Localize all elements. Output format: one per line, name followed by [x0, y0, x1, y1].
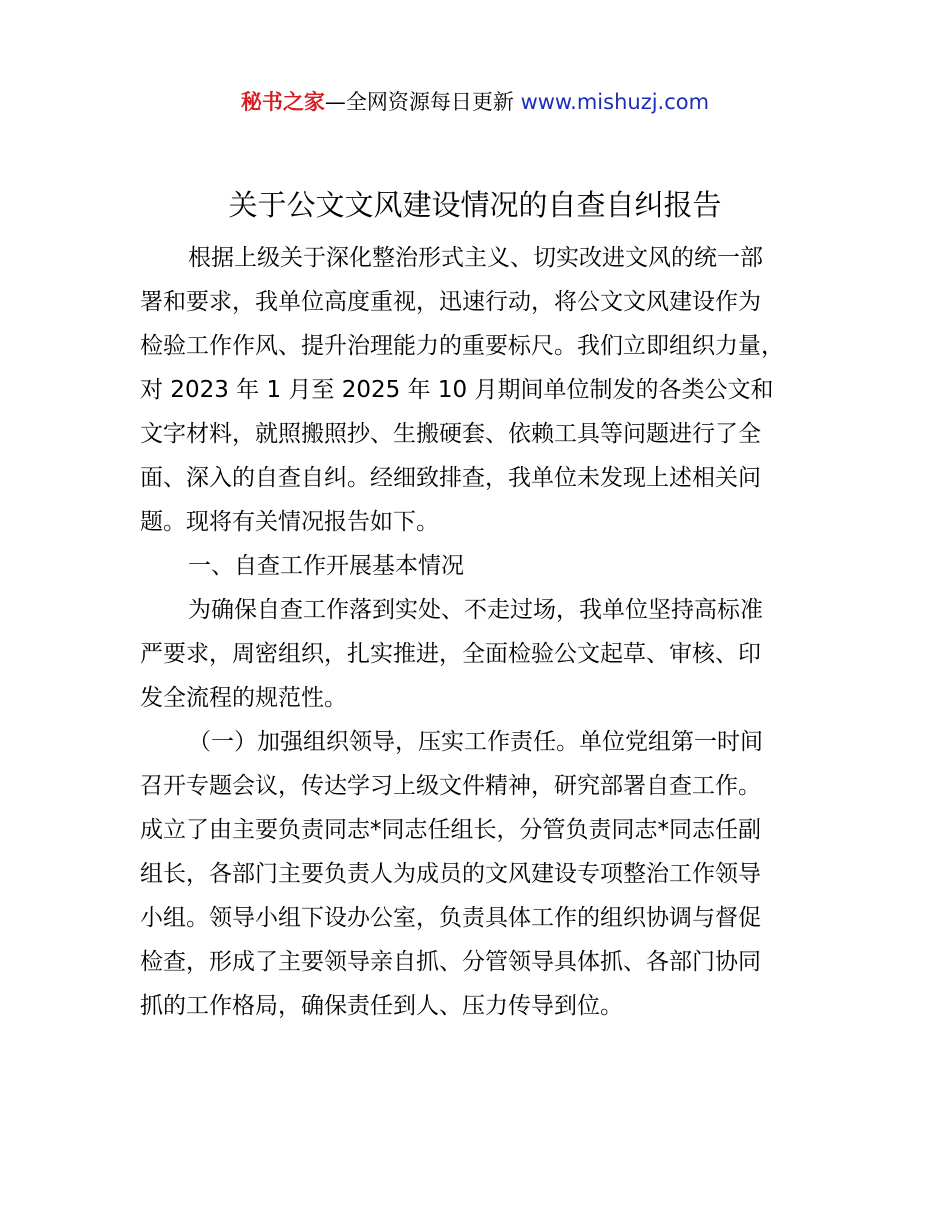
document-title: 关于公文文风建设情况的自查自纠报告 — [228, 188, 722, 222]
section-heading-1: 一、自查工作开展基本情况 — [188, 553, 464, 579]
document-body — [140, 236, 840, 1028]
header-tagline: —全网资源每日更新 — [324, 90, 521, 114]
brand-name: 秘书之家 — [240, 90, 325, 114]
subsection-1-paragraph: （一）加强组织领导，压实工作责任。单位党组第一时间 召开专题会议，传达学习上级文件精神，研究部署自查工作。 成立了由主要负责同志*同志任组长，分管负责同志*同志任副 组长，各部门主要负责人为成员的文风建设专项整治工作领导 小组。领导小组下设办公室，负责具体工作的组织协调与督促 检查，形成了主要领导亲自抓、分管领导具体抓、各部门协同 抓的工作格局，确保责任到人、压力传导到位。 — [140, 729, 763, 1019]
site-header — [0, 86, 950, 118]
site-url-link[interactable]: www.mishuzj.com — [520, 90, 710, 114]
intro-paragraph: 根据上级关于深化整治形式主义、切实改进文风的统一部 署和要求，我单位高度重视，迅速行动，将公文文风建设作为 检验工作作风、提升治理能力的重要标尺。我们立即组织力量， 对 2023 年 1 月至 2025 年 10 月期间单位制发的各类公文和 文字材料，就照搬照抄、生搬硬套、依赖工具等问题进行了全 面、深入的自查自纠。经细致排查，我单位未发现上述相关问 题。现将有关情况报告如下。 — [140, 245, 784, 535]
section-1-paragraph: 为确保自查工作落到实处、不走过场，我单位坚持高标准 严要求，周密组织，扎实推进，全面检验公文起草、审核、印 发全流程的规范性。 — [140, 597, 763, 711]
